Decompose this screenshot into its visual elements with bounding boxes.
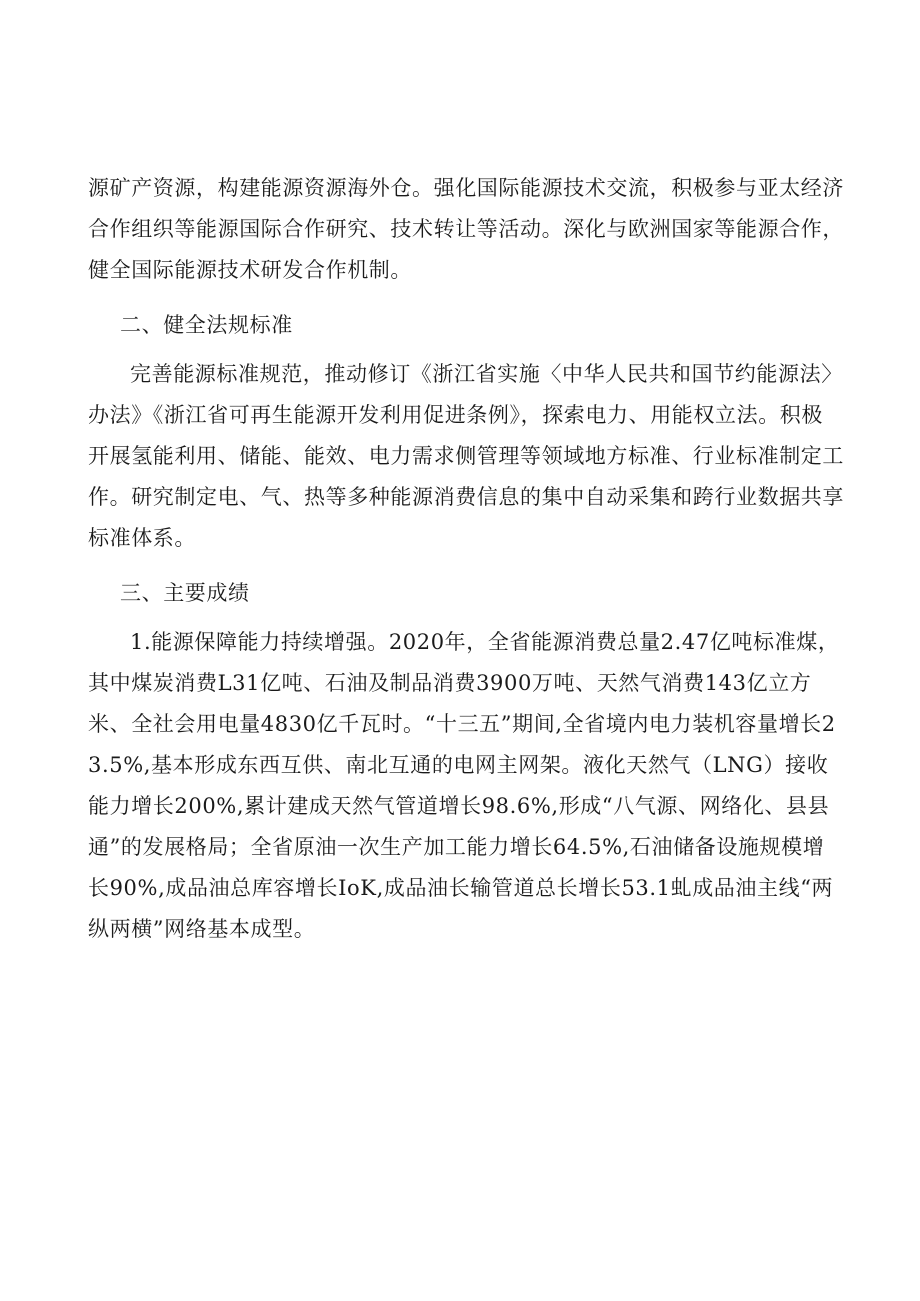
spacer	[88, 559, 844, 573]
section-heading-legal-standards: 二、健全法规标准	[120, 313, 293, 337]
paragraph-energy-security: 1.能源保障能力持续增强。2020年，全省能源消费总量2.47亿吨标准煤，其中煤炭消费L31亿吨、石油及制品消费3900万吨、天然气消费143亿立方米、全社会用电量4830亿千瓦时。“十三五”期间,全省境内电力装机容量增长23.5%,基本形成东西互供、南北互通的电网主网架。液化天然气（LNG）接收能力增长200%,累计建成天然气管道增长98.6%,形成“八气源、网络化、县县通”的发展格局；全省原油一次生产加工能力增长64.5%,石油储备设施规模增长90%,成品油总库容增长IoK,成品油长输管道总长增长53.1虬成品油主线“两纵两横”网络基本成型。	[88, 630, 840, 941]
paragraph-continued: 源矿产资源，构建能源资源海外仓。强化国际能源技术交流，积极参与亚太经济合作组织等能源国际合作研究、技术转让等活动。深化与欧洲国家等能源合作，健全国际能源技术研发合作机制。	[88, 176, 844, 282]
section-heading-main-achievements: 三、主要成绩	[120, 581, 250, 605]
document-body	[88, 168, 844, 950]
spacer	[88, 614, 844, 622]
spacer	[88, 291, 844, 305]
spacer	[88, 346, 844, 354]
paragraph-legal-standards: 完善能源标准规范，推动修订《浙江省实施〈中华人民共和国节约能源法〉办法》《浙江省可再生能源开发利用促进条例》，探索电力、用能权立法。积极开展氢能利用、储能、能效、电力需求侧管理等领域地方标准、行业标准制定工作。研究制定电、气、热等多种能源消费信息的集中自动采集和跨行业数据共享标准体系。	[88, 362, 844, 550]
